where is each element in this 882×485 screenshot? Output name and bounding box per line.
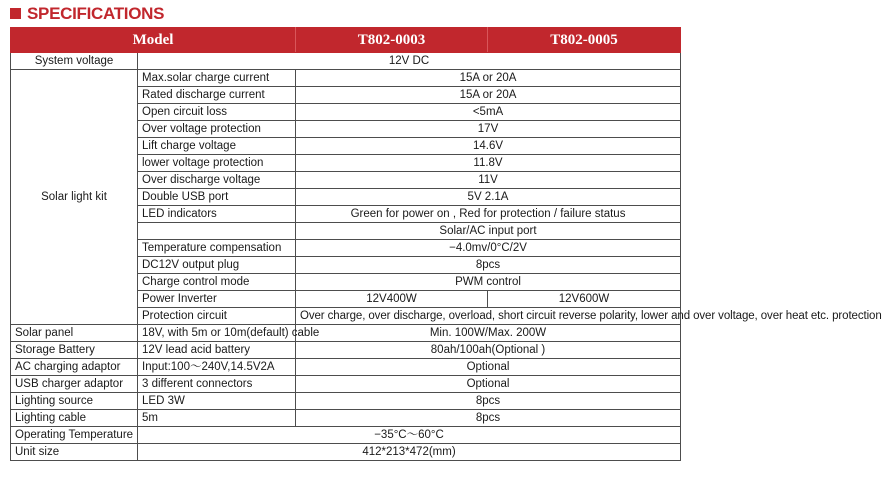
row-sublabel: Input:100～240V,14.5V2A bbox=[138, 359, 296, 376]
row-value: Min. 100W/Max. 200W bbox=[296, 325, 681, 342]
row-value: 15A or 20A bbox=[296, 70, 681, 87]
specifications-table-container bbox=[0, 22, 882, 461]
specifications-table bbox=[10, 27, 882, 461]
title-bullet-icon bbox=[10, 8, 21, 19]
row-value: Solar/AC input port bbox=[296, 223, 681, 240]
row-value: 412*213*472(mm) bbox=[138, 444, 681, 461]
row-value: Over charge, over discharge, overload, short circuit reverse polarity, lower and over voltage, over heat etc. protection bbox=[296, 308, 681, 325]
row-sublabel: 12V lead acid battery bbox=[138, 342, 296, 359]
row-sublabel: Over voltage protection bbox=[138, 121, 296, 138]
row-sublabel: Temperature compensation bbox=[138, 240, 296, 257]
row-sublabel: LED indicators bbox=[138, 206, 296, 223]
row-value: 8pcs bbox=[296, 393, 681, 410]
row-value: 12V DC bbox=[138, 53, 681, 70]
row-value-model-a: 12V400W bbox=[296, 291, 488, 308]
page-title: SPECIFICATIONS bbox=[27, 4, 165, 23]
row-sublabel: Rated discharge current bbox=[138, 87, 296, 104]
row-sublabel: LED 3W bbox=[138, 393, 296, 410]
row-value: Optional bbox=[296, 376, 681, 393]
row-label: AC charging adaptor bbox=[11, 359, 138, 376]
table-row-usb-charger-adaptor bbox=[11, 376, 681, 393]
row-label: System voltage bbox=[11, 53, 138, 70]
table-row-max-solar-charge-current bbox=[11, 70, 681, 87]
row-label: USB charger adaptor bbox=[11, 376, 138, 393]
table-row-solar-panel bbox=[11, 325, 681, 342]
row-value: 15A or 20A bbox=[296, 87, 681, 104]
row-sublabel: Max.solar charge current bbox=[138, 70, 296, 87]
row-sublabel: 3 different connectors bbox=[138, 376, 296, 393]
row-value: 5V 2.1A bbox=[296, 189, 681, 206]
row-label: Lighting source bbox=[11, 393, 138, 410]
row-sublabel: Protection circuit bbox=[138, 308, 296, 325]
table-row-lighting-cable bbox=[11, 410, 681, 427]
row-value: Optional bbox=[296, 359, 681, 376]
row-sublabel: Over discharge voltage bbox=[138, 172, 296, 189]
specifications-title bbox=[0, 0, 690, 22]
header-model-a: T802-0003 bbox=[296, 28, 488, 53]
row-value: 80ah/100ah(Optional ) bbox=[296, 342, 681, 359]
row-value-model-b: 12V600W bbox=[488, 291, 681, 308]
row-sublabel: Power Inverter bbox=[138, 291, 296, 308]
table-row-system-voltage bbox=[11, 53, 681, 70]
row-value: −4.0mv/0°C/2V bbox=[296, 240, 681, 257]
row-sublabel: 5m bbox=[138, 410, 296, 427]
header-model-b: T802-0005 bbox=[488, 28, 681, 53]
row-value: 11V bbox=[296, 172, 681, 189]
table-header-row bbox=[11, 28, 681, 53]
table-row-storage-battery bbox=[11, 342, 681, 359]
row-value: 11.8V bbox=[296, 155, 681, 172]
row-value: 8pcs bbox=[296, 257, 681, 274]
row-label: Storage Battery bbox=[11, 342, 138, 359]
row-sublabel: Lift charge voltage bbox=[138, 138, 296, 155]
row-value: <5mA bbox=[296, 104, 681, 121]
row-label: Solar panel bbox=[11, 325, 138, 342]
row-label: Unit size bbox=[11, 444, 138, 461]
table-row-ac-charging-adaptor bbox=[11, 359, 681, 376]
header-model-label: Model bbox=[11, 28, 296, 53]
row-label: Lighting cable bbox=[11, 410, 138, 427]
row-value: Green for power on , Red for protection / failure status bbox=[296, 206, 681, 223]
row-sublabel: 18V, with 5m or 10m(default) cable bbox=[138, 325, 296, 342]
row-value: 17V bbox=[296, 121, 681, 138]
row-sublabel bbox=[138, 223, 296, 240]
row-value: PWM control bbox=[296, 274, 681, 291]
table-row-unit-size bbox=[11, 444, 681, 461]
table-row-lighting-source bbox=[11, 393, 681, 410]
row-label: Operating Temperature bbox=[11, 427, 138, 444]
row-group-label-solar-light-kit: Solar light kit bbox=[11, 70, 138, 325]
row-sublabel: DC12V output plug bbox=[138, 257, 296, 274]
row-sublabel: lower voltage protection bbox=[138, 155, 296, 172]
row-value: 14.6V bbox=[296, 138, 681, 155]
row-value: −35°C～60°C bbox=[138, 427, 681, 444]
row-sublabel: Double USB port bbox=[138, 189, 296, 206]
table-row-operating-temperature bbox=[11, 427, 681, 444]
row-sublabel: Open circuit loss bbox=[138, 104, 296, 121]
row-value: 8pcs bbox=[296, 410, 681, 427]
row-sublabel: Charge control mode bbox=[138, 274, 296, 291]
